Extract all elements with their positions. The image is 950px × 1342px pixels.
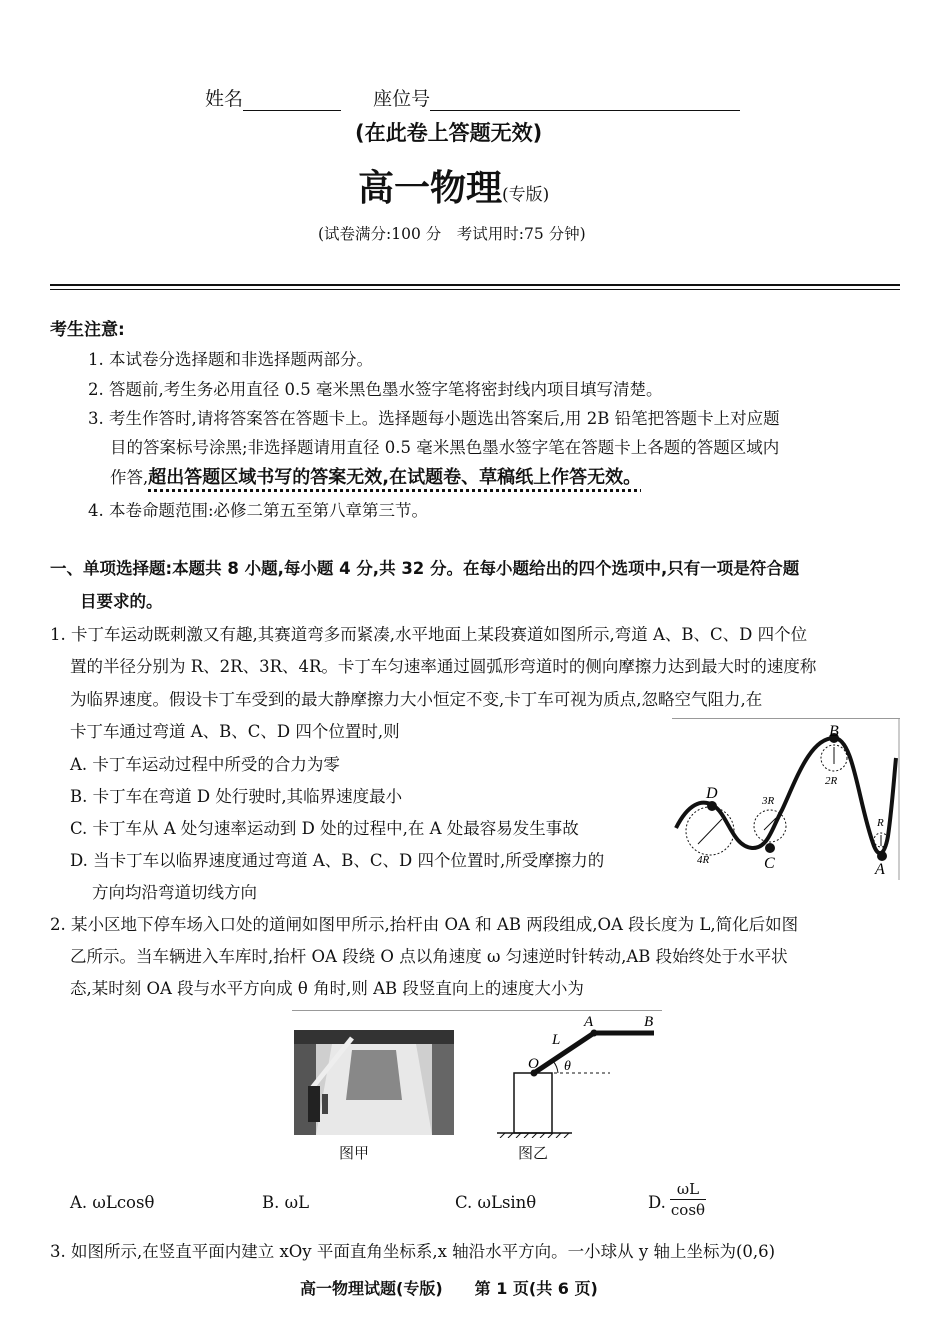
instruction-item: 3. 考生作答时,请将答案答在答题卡上。选择题每小题选出答案后,用 2B 铅笔把答题卡上对应题 [88,409,780,428]
q1-line: 为临界速度。假设卡丁车受到的最大静摩擦力大小恒定不变,卡丁车可视为质点,忽略空气阻力,在 [70,690,763,709]
q2-line: 乙所示。当车辆进入车库时,抬杆 OA 段绕 O 点以角速度 ω 匀速逆时针转动,AB 段始终处于水平状 [70,947,788,966]
barrier-diagram [497,1014,654,1138]
fig-b-caption: 图乙 [518,1144,549,1162]
q1-option-d: D. 当卡丁车以临界速度通过弯道 A、B、C、D 四个位置时,所受摩擦力的 [70,851,605,870]
instruction-item: 2. 答题前,考生务必用直径 0.5 毫米黑色墨水签字笔将密封线内项目填写清楚。 [88,380,663,399]
header-rule-thick [50,284,900,286]
label-c: C [764,855,775,872]
q1-option-a: A. 卡丁车运动过程中所受的合力为零 [70,755,340,774]
notice-text: (在此卷上答题无效) [355,121,543,145]
q2-option-a: A. ωLcosθ [70,1193,155,1212]
garage-photo [294,1030,454,1135]
label-a: A [875,861,885,878]
exam-meta: (试卷满分:100 分 考试用时:75 分钟) [318,225,586,243]
seat-blank [430,92,740,111]
q2-option-c: C. ωLsinθ [455,1193,537,1212]
fig-a-caption: 图甲 [339,1144,370,1162]
section-heading-cont: 目要求的。 [80,592,163,611]
label-4r: 4R [697,854,710,866]
q1-option-b: B. 卡丁车在弯道 D 处行驶时,其临界速度最小 [70,787,403,806]
name-field [205,84,740,111]
label-o: O [528,1056,539,1072]
instruction-item: 目的答案标号涂黑;非选择题请用直径 0.5 毫米黑色墨水签字笔在答题卡上各题的答题区域内 [110,438,780,457]
fraction-numerator: ωL [670,1180,706,1200]
label-l: L [552,1032,561,1048]
label-a2: A [584,1014,594,1030]
q1-line: 置的半径分别为 R、2R、3R、4R。卡丁车匀速率通过圆弧形弯道时的侧向摩擦力达到最大时的速度称 [70,657,817,676]
emphasis-text: 超出答题区域书写的答案无效,在试题卷、草稿纸上作答无效。 [148,467,642,488]
q2-option-b: B. ωL [262,1193,310,1212]
label-d: D [706,785,718,802]
q2-option-d-label: D. [648,1193,666,1212]
instruction-item: 4. 本卷命题范围:必修二第五至第八章第三节。 [88,501,429,520]
instruction-item: 1. 本试卷分选择题和非选择题两部分。 [88,350,373,369]
q2-option-d-fraction [670,1180,706,1219]
label-theta: θ [564,1059,571,1074]
label-r: R [877,817,884,829]
q1-track-figure [672,718,900,880]
header-rule-thin [50,289,900,290]
label-b: B [829,723,839,740]
q2-figures [292,1010,662,1138]
name-blank [243,92,341,111]
instruction-item [110,463,641,489]
instruction-text: 作答, [110,468,149,487]
fraction-denominator: cosθ [670,1201,706,1219]
label-3r: 3R [762,795,775,807]
label-b2: B [644,1014,654,1030]
edition-text: (专版) [502,185,550,205]
q1-option-d-cont: 方向均沿弯道切线方向 [92,883,257,902]
label-2r: 2R [825,775,838,787]
name-label: 姓名 [205,88,244,110]
q2-line: 态,某时刻 OA 段与水平方向成 θ 角时,则 AB 段竖直向上的速度大小为 [70,979,584,998]
seat-label: 座位号 [373,88,431,110]
instructions-heading: 考生注意: [50,320,125,340]
q1-line: 1. 卡丁车运动既刺激又有趣,其赛道弯多而紧凑,水平地面上某段赛道如图所示,弯道 A、B、C、D 四个位 [50,625,808,644]
page-title [358,160,549,211]
title-text: 高一物理 [358,168,503,209]
page-footer: 高一物理试题(专版) 第 1 页(共 6 页) [300,1279,598,1298]
q3-line: 3. 如图所示,在竖直平面内建立 xOy 平面直角坐标系,x 轴沿水平方向。一小球从 y 轴上坐标为(0,6) [50,1242,776,1261]
section-heading: 一、单项选择题:本题共 8 小题,每小题 4 分,共 32 分。在每小题给出的四个选项中,只有一项是符合题 [50,559,800,578]
q2-line: 2. 某小区地下停车场入口处的道闸如图甲所示,抬杆由 OA 和 AB 两段组成,OA 段长度为 L,简化后如图 [50,915,799,934]
q1-option-c: C. 卡丁车从 A 处匀速率运动到 D 处的过程中,在 A 处最容易发生事故 [70,819,579,838]
q1-line: 卡丁车通过弯道 A、B、C、D 四个位置时,则 [70,722,400,741]
